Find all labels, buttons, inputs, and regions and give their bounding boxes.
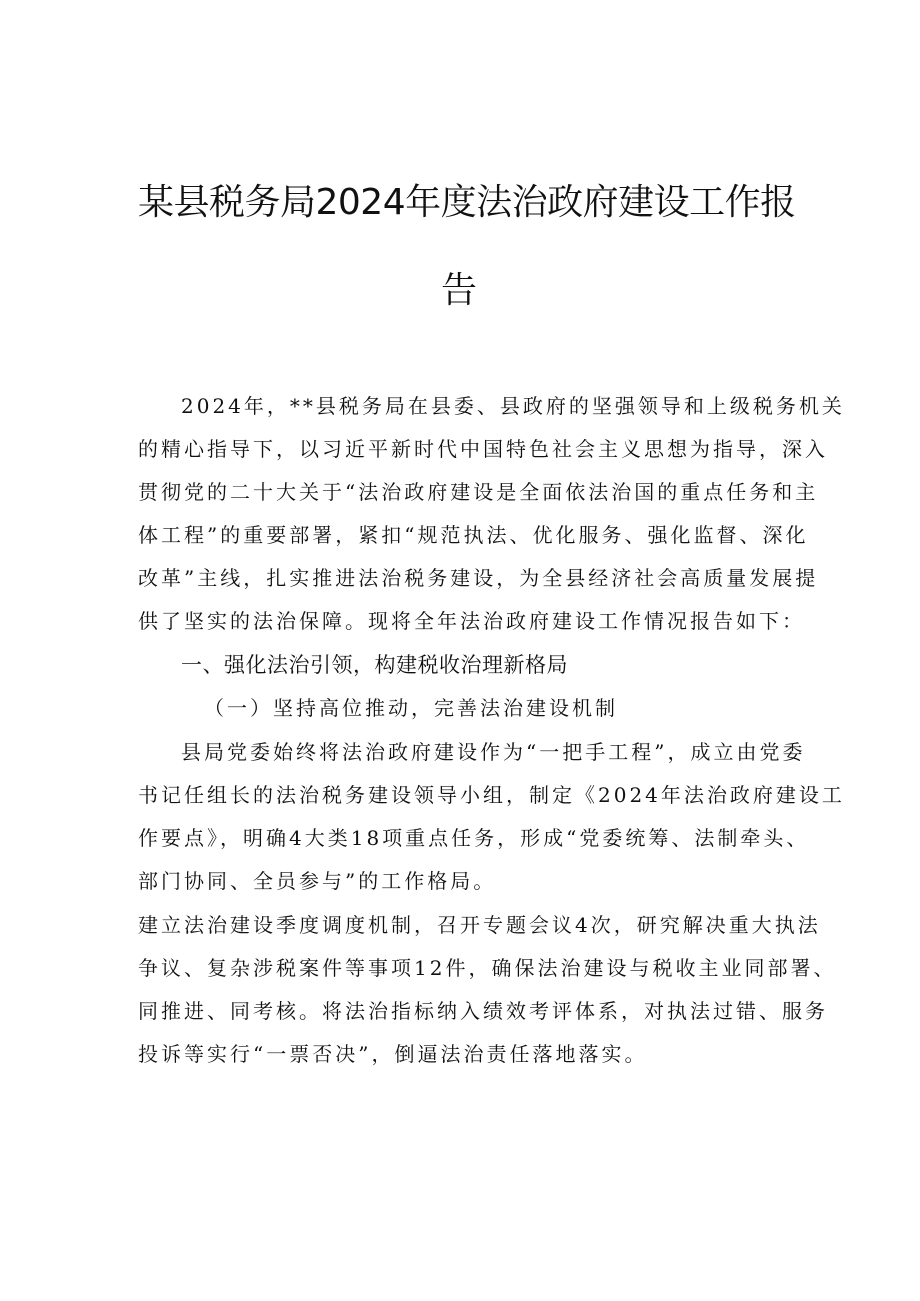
para-1-line-1: 县局党委始终将法治政府建设作为“一把手工程”，成立由党委 — [181, 740, 806, 764]
intro-line-5: 改革”主线，扎实推进法治税务建设，为全县经济社会高质量发展提 — [138, 566, 819, 590]
section-1-heading: 一、强化法治引领，构建税收治理新格局 — [181, 653, 568, 677]
document-title-line-1: 某县税务局2024年度法治政府建设工作报 — [138, 182, 796, 223]
para-1-line-2: 书记任组长的法治税务建设领导小组，制定《2024年法治政府建设工 — [138, 783, 845, 807]
para-2-line-3: 同推进、同考核。将法治指标纳入绩效考评体系，对执法过错、服务 — [138, 999, 828, 1023]
intro-line-4: 体工程”的重要部署，紧扣“规范执法、优化服务、强化监督、深化 — [138, 523, 809, 547]
para-2-line-1: 建立法治建设季度调度机制，召开专题会议4次，研究解决重大执法 — [138, 913, 821, 937]
intro-line-1: 2024年，**县税务局在县委、县政府的坚强领导和上级税务机关 — [181, 394, 845, 418]
intro-line-3: 贯彻党的二十大关于“法治政府建设是全面依法治国的重点任务和主 — [138, 480, 819, 504]
subsection-1-heading: （一）坚持高位推动，完善法治建设机制 — [204, 696, 618, 720]
intro-line-2: 的精心指导下，以习近平新时代中国特色社会主义思想为指导，深入 — [138, 437, 828, 461]
document-title-line-2: 告 — [441, 270, 477, 311]
para-2-line-4: 投诉等实行“一票否决”，倒逼法治责任落地落实。 — [138, 1042, 648, 1066]
para-2-line-2: 争议、复杂涉税案件等事项12件，确保法治建设与税收主业同部署、 — [138, 956, 837, 980]
intro-line-6: 供了坚实的法治保障。现将全年法治政府建设工作情况报告如下： — [138, 609, 805, 633]
para-1-line-4: 部门协同、全员参与”的工作格局。 — [138, 869, 497, 893]
para-1-line-3: 作要点》，明确4大类18项重点任务，形成“党委统筹、法制牵头、 — [138, 826, 810, 850]
